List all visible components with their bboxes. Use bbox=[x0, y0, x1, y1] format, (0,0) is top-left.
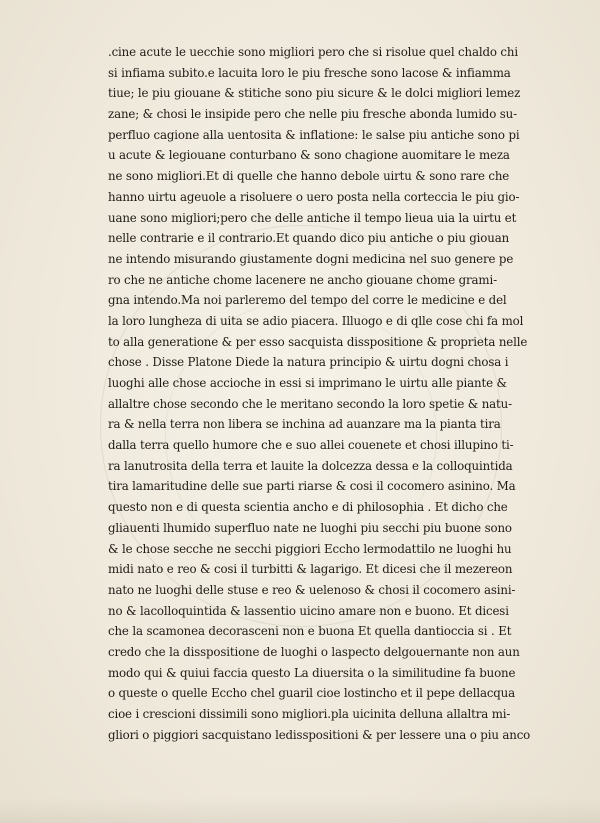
text-line: chose . Disse Platone Diede la natura principio & uirtu dogni chosa i bbox=[108, 355, 509, 370]
text-line: gna intendo.Ma noi parleremo del tempo del corre le medicine e del bbox=[108, 293, 507, 308]
text-line: uane sono migliori;pero che delle antiche il tempo lieua uia la uirtu et bbox=[108, 210, 517, 225]
text-line: modo qui & quiui faccia questo La diuersita o la similitudine fa buone bbox=[108, 665, 516, 680]
text-line: .cine acute le uecchie sono migliori pero che si risolue quel chaldo chi bbox=[108, 45, 518, 59]
text-line: allaltre chose secondo che le meritano secondo la loro spetie & natu- bbox=[108, 396, 512, 411]
text-line: gliauenti lhumido superfluo nate ne luoghi piu secchi piu buone sono bbox=[108, 520, 512, 535]
text-line: luoghi alle chose accioche in essi si imprimano le uirtu alle piante & bbox=[108, 376, 507, 390]
text-line: dalla terra quello humore che e suo allei couenete et chosi illupino ti- bbox=[108, 438, 514, 453]
text-line: u acute & legiouane conturbano & sono chagione auomitare le meza bbox=[108, 148, 510, 163]
text-line: nato ne luoghi delle stuse e reo & uelenoso & chosi il cocomero asini- bbox=[108, 582, 516, 597]
text-line: gliori o piggiori sacquistano ledisspositioni & per lessere una o piu anco bbox=[108, 727, 531, 742]
text-line: tira lamaritudine delle sue parti riarse & cosi il cocomero asinino. Ma bbox=[108, 479, 516, 494]
text-line: nelle contrarie e il contrario.Et quando dico piu antiche o piu giouan bbox=[108, 231, 510, 246]
text-line: midi nato e reo & cosi il turbitti & lagarigo. Et dicesi che il mezereon bbox=[108, 562, 513, 577]
text-line: zane; & chosi le insipide pero che nelle piu fresche abonda lumido su- bbox=[108, 107, 517, 122]
text-line: ra lanutrosita della terra et lauite la dolcezza dessa e la colloquintida bbox=[108, 458, 513, 473]
text-line: to alla generatione & per esso sacquista disspositione & proprieta nelle bbox=[108, 334, 528, 349]
text-line: cioe i crescioni dissimili sono migliori.pla uicinita delluna allaltra mi- bbox=[108, 707, 511, 721]
text-line: perfluo cagione alla uentosita & inflatione: le salse piu antiche sono pi bbox=[108, 127, 520, 142]
text-line: no & lacolloquintida & lassentio uicino amare non e buono. Et dicesi bbox=[108, 603, 509, 618]
text-line: ne intendo misurando giustamente dogni medicina nel suo genere pe bbox=[108, 251, 514, 266]
text-line: & le chose secche ne secchi piggiori Eccho lermodattilo ne luoghi hu bbox=[108, 541, 512, 556]
text-line: tiue; le piu giouane & stitiche sono piu sicure & le dolci migliori lemez bbox=[108, 86, 521, 101]
text-line: ra & nella terra non libera se inchina ad auanzare ma la pianta tira bbox=[108, 417, 501, 432]
text-block bbox=[108, 42, 548, 745]
text-line: la loro lungheza di uita se adio piacera. Illuogo e di qlle cose chi fa mol bbox=[108, 313, 524, 328]
text-line: che la scamonea decorasceni non e buona Et quella dantioccia si . Et bbox=[108, 624, 512, 639]
text-line: ne sono migliori.Et di quelle che hanno debole uirtu & sono rare che bbox=[108, 169, 510, 184]
text-line: o queste o quelle Eccho chel guaril cioe lostincho et il pepe dellacqua bbox=[108, 686, 516, 701]
text-line: ro che ne antiche chome lacenere ne ancho giouane chome grami- bbox=[108, 272, 497, 287]
text-line: hanno uirtu ageuole a risoluere o uero posta nella corteccia le piu gio- bbox=[108, 189, 520, 204]
text-line: questo non e di questa scientia ancho e di philosophia . Et dicho che bbox=[108, 500, 508, 515]
text-line: si infiama subito.e lacuita loro le piu fresche sono lacose & infiamma bbox=[108, 65, 511, 80]
text-line: credo che la disspositione de luoghi o laspecto delgouernante non aun bbox=[108, 644, 520, 659]
page-bottom-edge bbox=[0, 797, 600, 823]
